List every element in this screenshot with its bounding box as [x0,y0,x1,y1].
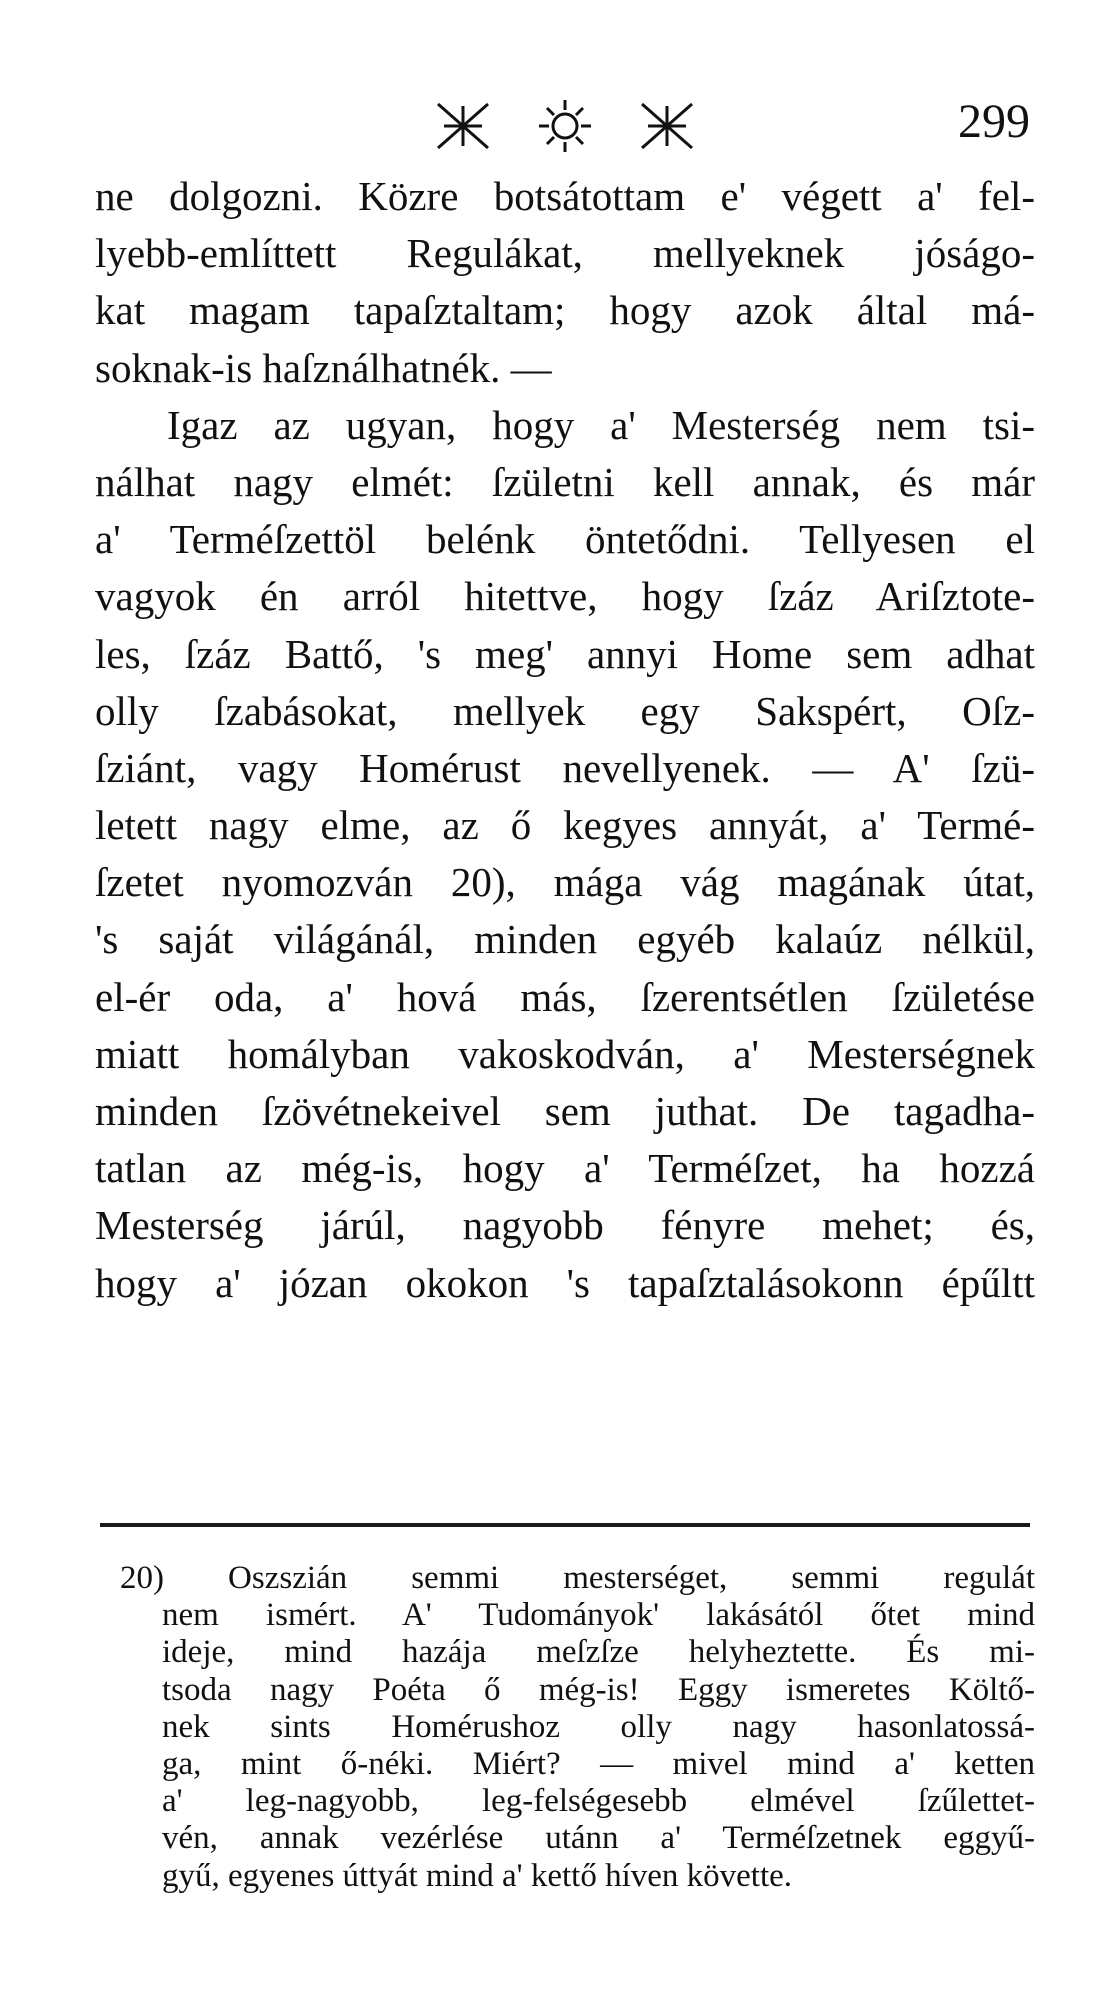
text-line: el-ér oda, a' hová más, ſzerentsétlen ſzületése [95,973,1035,1020]
footnote-line: nek sints Homérushoz olly nagy hasonlatossá- [162,1708,1035,1745]
footnote-line: gyű, egyenes úttyát mind a' kettő híven követte. [162,1857,793,1894]
text-line: kat magam tapaſztaltam; hogy azok által má- [95,287,1035,334]
footnote-divider [100,1523,1030,1527]
text-line: hogy a' józan okokon 's tapaſztalásokonn épűltt [95,1259,1035,1306]
body-text [95,168,1035,1312]
printer-ornament-icon [430,96,700,152]
footnote-line: 20) Oszszián semmi mesterséget, semmi regulát [120,1560,1035,1596]
footnote-line: a' leg-nagyobb, leg-felségesebb elmével ſzűlettet- [162,1783,1035,1820]
text-line: 's saját világánál, minden egyéb kalaúz nélkül, [95,916,1035,963]
text-line: Mesterség járúl, nagyobb fényre mehet; és, [95,1202,1035,1249]
footnote-line: tsoda nagy Poéta ő még-is! Eggy ismeretes Költő- [162,1671,1035,1708]
page-number: 299 [958,95,1030,148]
text-line: nálhat nagy elmét: ſzületni kell annak, és már [95,458,1035,505]
text-line: ſzetet nyomozván 20), mága vág magának útat, [95,859,1035,906]
text-line: miatt homályban vakoskodván, a' Mesterségnek [95,1030,1035,1077]
text-line: ſziánt, vagy Homérust nevellyenek. — A' ſzü- [95,744,1035,791]
text-line: soknak-is haſználhatnék. — [95,344,552,391]
text-line: a' Terméſzettöl belénk öntetődni. Tellyesen el [95,516,1035,563]
text-line: olly ſzabásokat, mellyek egy Sakspért, Oſz- [95,687,1035,734]
footnote-line: nem ismért. A' Tudományok' lakásától őtet mind [162,1597,1035,1634]
text-line: tatlan az még-is, hogy a' Terméſzet, ha hozzá [95,1145,1035,1192]
text-line: lyebb-említtett Regulákat, mellyeknek jóságo- [95,230,1035,277]
footnote-line: ga, mint ő-néki. Miért? — mivel mind a' ketten [162,1745,1035,1782]
footnote [120,1560,1035,1895]
text-line: vagyok én arról hitettve, hogy ſzáz Ariſztote- [95,573,1035,620]
text-line: Igaz az ugyan, hogy a' Mesterség nem tsi- [167,401,1035,448]
text-line: les, ſzáz Battő, 's meg' annyi Home sem adhat [95,630,1035,677]
text-line: letett nagy elme, az ő kegyes annyát, a' Termé- [95,802,1035,849]
footnote-line: ideje, mind hazája meſzſze helyheztette. És mi- [162,1634,1035,1671]
footnote-line: vén, annak vezérlése utánn a' Terméſzetnek eggyű- [162,1820,1035,1857]
page-header [0,92,1115,152]
text-line: ne dolgozni. Közre botsátottam e' végett a' fel- [95,173,1035,219]
text-line: minden ſzövétnekeivel sem juthat. De tagadha- [95,1088,1035,1134]
